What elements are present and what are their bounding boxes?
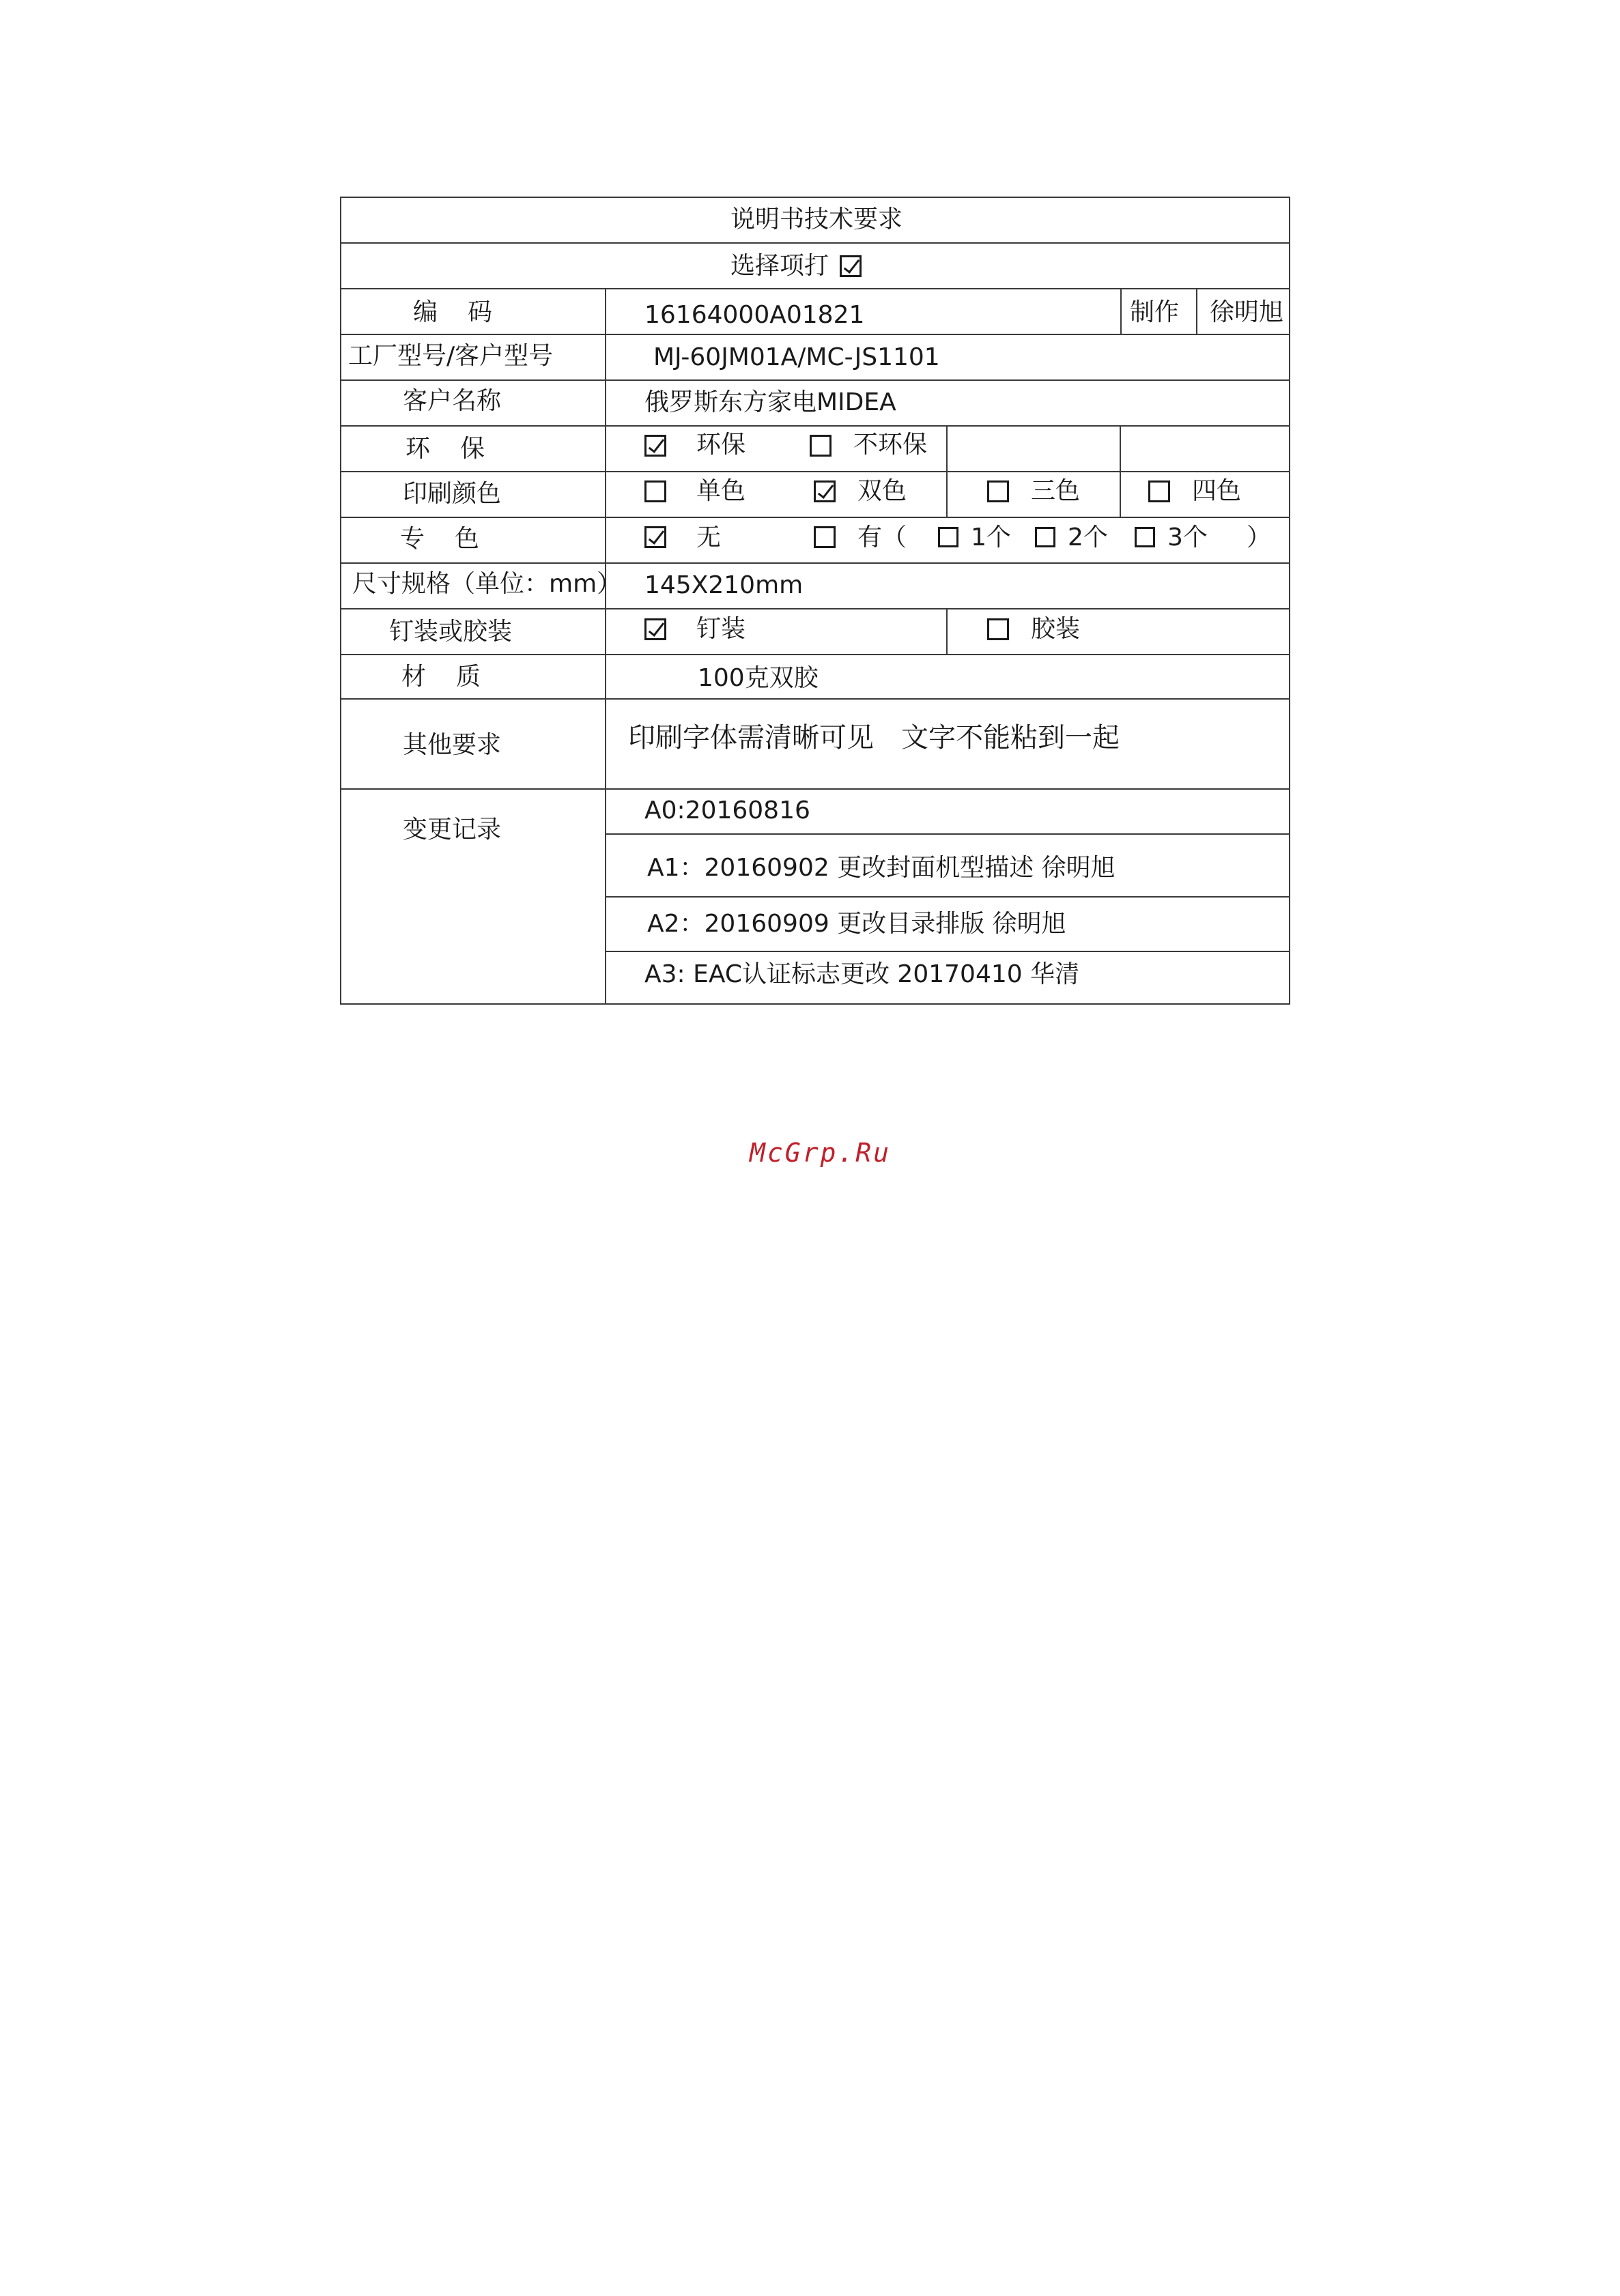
binding-label: 钉装或胶装 <box>389 618 513 646</box>
change-entry: A1：20160902 更改封面机型描述 徐明旭 <box>647 854 1115 882</box>
spot-one-label: 1个 <box>971 523 1011 551</box>
spot-three-label: 3个 <box>1167 523 1208 551</box>
row-rule <box>340 608 1290 609</box>
checkmark-icon <box>840 255 862 277</box>
row-rule <box>340 425 1290 427</box>
four-color-checkbox[interactable] <box>1148 480 1170 502</box>
spot-close-paren: ） <box>1247 523 1272 551</box>
material-label: 材质 <box>401 663 511 691</box>
row-rule <box>340 334 1290 335</box>
model-label: 工厂型号/客户型号 <box>348 342 554 370</box>
row-rule <box>340 698 1290 700</box>
row-rule <box>340 788 1290 790</box>
col-rule <box>340 197 341 1005</box>
staple-binding-label: 钉装 <box>696 615 746 643</box>
change-entry: A3: EAC认证标志更改 20170410 华清 <box>644 960 1080 988</box>
code-label: 编码 <box>413 298 523 326</box>
spot-two-label: 2个 <box>1068 523 1108 551</box>
eco-yes-label: 环保 <box>696 431 746 459</box>
select-hint: 选择项打 <box>730 252 829 280</box>
three-color-label: 三色 <box>1031 477 1081 505</box>
row-rule <box>340 379 1290 381</box>
code-value: 16164000A01821 <box>644 301 865 329</box>
eco-yes-checkbox[interactable] <box>644 435 666 457</box>
col-rule <box>1120 288 1122 334</box>
model-value: MJ-60JM01A/MC-JS1101 <box>653 343 940 371</box>
col-rule <box>946 608 948 654</box>
spot-none-checkbox[interactable] <box>644 526 666 548</box>
row-rule <box>606 896 1290 898</box>
single-color-label: 单色 <box>696 477 746 505</box>
row-rule <box>340 562 1290 564</box>
row-rule <box>340 1003 1290 1005</box>
spot-color-label: 专色 <box>400 525 510 553</box>
material-value: 100克双胶 <box>698 664 819 692</box>
row-rule <box>340 242 1290 244</box>
spot-has-label: 有（ <box>857 523 907 551</box>
row-rule <box>340 471 1290 472</box>
spot-one-checkbox[interactable] <box>938 527 958 547</box>
spot-three-checkbox[interactable] <box>1135 527 1155 547</box>
col-rule <box>1196 288 1197 334</box>
staple-binding-checkbox[interactable] <box>644 618 666 640</box>
col-rule <box>1289 197 1290 1005</box>
eco-label: 环保 <box>406 435 515 463</box>
customer-value: 俄罗斯东方家电MIDEA <box>644 388 896 416</box>
size-label: 尺寸规格（单位：mm） <box>352 570 622 598</box>
row-rule <box>606 951 1290 952</box>
size-value: 145X210mm <box>644 571 804 599</box>
spot-none-label: 无 <box>696 523 722 551</box>
glue-binding-label: 胶装 <box>1031 615 1081 643</box>
maker-label: 制作 <box>1130 298 1180 326</box>
eco-no-label: 不环保 <box>853 431 928 459</box>
row-rule <box>340 197 1290 198</box>
print-color-label: 印刷颜色 <box>403 480 502 508</box>
three-color-checkbox[interactable] <box>987 480 1009 502</box>
glue-binding-checkbox[interactable] <box>987 618 1009 640</box>
customer-label: 客户名称 <box>403 387 502 415</box>
row-rule <box>340 517 1290 518</box>
col-rule <box>605 288 606 1005</box>
four-color-label: 四色 <box>1192 477 1242 505</box>
row-rule <box>606 833 1290 835</box>
eco-no-checkbox[interactable] <box>810 435 832 457</box>
change-entry: A2：20160909 更改目录排版 徐明旭 <box>647 910 1066 938</box>
change-entry: A0:20160816 <box>644 797 810 824</box>
spot-two-checkbox[interactable] <box>1035 527 1055 547</box>
other-value: 印刷字体需清晰可见 文字不能粘到一起 <box>628 722 1120 754</box>
watermark: McGrp.Ru <box>750 1138 892 1168</box>
single-color-checkbox[interactable] <box>644 480 666 502</box>
page-title: 说明书技术要求 <box>730 205 903 233</box>
spot-has-checkbox[interactable] <box>814 526 836 548</box>
row-rule <box>340 288 1290 289</box>
changes-label: 变更记录 <box>403 816 502 844</box>
row-rule <box>340 654 1290 655</box>
maker-name: 徐明旭 <box>1210 298 1284 326</box>
col-rule <box>946 425 948 517</box>
other-label: 其他要求 <box>403 731 502 759</box>
two-color-label: 双色 <box>857 477 907 505</box>
col-rule <box>1120 425 1121 517</box>
two-color-checkbox[interactable] <box>814 480 836 502</box>
